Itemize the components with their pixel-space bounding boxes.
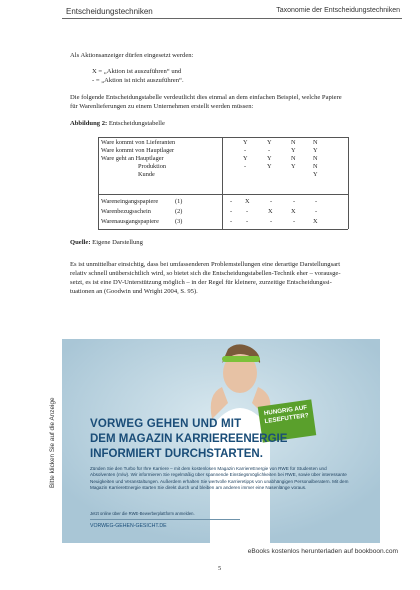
page-number: 5 <box>218 565 222 572</box>
source-line <box>70 239 143 247</box>
page-header <box>0 0 420 26</box>
condition-cell: Y <box>313 171 318 178</box>
action-cell: X <box>291 208 296 215</box>
action-label <box>101 198 183 205</box>
closing-paragraph-line: tuationen an (Goodwin und Wright 2004, S. 95). <box>70 288 198 295</box>
table-border-top <box>98 137 348 138</box>
closing-paragraph-line: Es ist unmittelbar einsichtig, dass bei umfassenderen Problemstellungen eine derartige Darstellungsart <box>70 261 341 268</box>
condition-cell: Y <box>313 147 318 154</box>
action-cell: X <box>313 218 318 225</box>
intro-line: Als Aktionsanzeiger dürfen eingesetzt werden: <box>70 52 194 59</box>
action-label <box>101 218 183 225</box>
condition-cell: - <box>268 147 271 154</box>
figure-label: Abbildung 2: <box>70 120 108 127</box>
action-cell: - <box>293 218 296 225</box>
table-column-divider <box>222 137 223 229</box>
action-number: (1) <box>175 198 183 205</box>
ad-link[interactable]: VORWEG-GEHEN-GESICHT.DE <box>90 523 167 529</box>
condition-cell: Y <box>267 163 272 170</box>
condition-cell: N <box>313 155 318 162</box>
action-cell: - <box>246 208 249 215</box>
footer-download-link[interactable]: eBooks kostenlos herunterladen auf bookboon.com <box>247 548 398 555</box>
condition-cell: Y <box>291 147 296 154</box>
action-cell: - <box>230 218 233 225</box>
condition-cell: Y <box>291 163 296 170</box>
source-text: Eigene Darstellung <box>92 239 143 246</box>
condition-cell: - <box>244 147 247 154</box>
table-section-divider <box>98 194 348 195</box>
condition-label: Produktion <box>138 163 166 170</box>
closing-paragraph-line: relativ schnell unübersichtlich wird, so bietet sich die Entscheidungstabellen-Technik eher – vorausge- <box>70 270 341 277</box>
condition-cell: N <box>313 139 318 146</box>
action-cell: - <box>270 198 273 205</box>
condition-label: Ware kommt von Lieferanten <box>101 139 176 146</box>
ad-divider <box>90 519 240 520</box>
condition-cell: N <box>291 139 296 146</box>
ad-headline: INFORMIERT DURCHSTARTEN. <box>90 448 263 460</box>
ad-signup-note: Jetzt online über die RWE-Bewerberplattform anmelden. <box>90 511 195 516</box>
table-border-bottom <box>98 229 348 230</box>
ad-badge: HUNGRIG AUF LESEFUTTER? <box>258 399 316 442</box>
ad-headline: DEM MAGAZIN KARRIEREENERGIE <box>90 433 288 445</box>
table-border-left <box>98 137 99 229</box>
action-cell: X <box>268 208 273 215</box>
closing-paragraph-line: setzt, es ist eine DV-Unterstützung möglich – in der Regel für kleinere, zurzeitige Entscheidungssi- <box>70 279 332 286</box>
action-name: Warenbezugsschein <box>101 208 151 215</box>
action-number: (3) <box>175 218 183 225</box>
intro-dash-definition: - = „Aktion ist nicht auszuführen“. <box>92 77 184 84</box>
action-cell: - <box>293 198 296 205</box>
intro-x-definition: X = „Aktion ist auszuführen“ und <box>92 68 182 75</box>
header-right-title: Taxonomie der Entscheidungstechniken <box>276 7 400 14</box>
action-cell: - <box>246 218 249 225</box>
action-cell: - <box>230 198 233 205</box>
figure-title: Entscheidungstabelle <box>108 120 165 127</box>
action-number: (2) <box>175 208 183 215</box>
header-divider <box>62 18 402 19</box>
ad-click-hint: Bitte klicken Sie auf die Anzeige <box>49 397 56 488</box>
action-name: Wareneingangspapiere <box>101 198 159 205</box>
condition-cell: N <box>313 163 318 170</box>
action-label <box>101 208 183 215</box>
condition-cell: Y <box>267 139 272 146</box>
figure-caption <box>70 120 165 128</box>
table-border-right <box>348 137 349 229</box>
action-cell: - <box>270 218 273 225</box>
intro-paragraph-line1: Die folgende Entscheidungstabelle verdeutlicht dies einmal an dem einfachen Beispiel, welche Papiere <box>70 94 342 101</box>
action-cell: - <box>315 198 318 205</box>
condition-label: Kunde <box>138 171 155 178</box>
action-cell: - <box>230 208 233 215</box>
header-left-title: Entscheidungstechniken <box>66 7 153 16</box>
condition-label: Ware geht an Hauptlager <box>101 155 164 162</box>
ad-body-text: Zünden Sie den Turbo für Ihre Karriere – mit dem kostenlosen Magazin KarriereEnergie von RWE für Studenten und Absolventen (m/w). Wir informieren Sie regelmäßig über spannende Einstiegsmöglichkeiten bei RWE, sowie über interessante Neuigkeiten und Veranstaltungen. Außerdem erhalten Sie wertvolle Karrieretipps von unabhängigen Personalberatern. Mit dem Magazin KarriereEnergie starten Sie direkt durch und bleiben am anderen immer eine Nasenlänge voraus. <box>90 466 349 491</box>
advertisement-banner[interactable] <box>62 339 380 543</box>
ad-headline: VORWEG GEHEN UND MIT <box>90 418 242 430</box>
condition-cell: Y <box>243 155 248 162</box>
headband-icon <box>222 356 260 362</box>
condition-label: Ware kommt von Hauptlager <box>101 147 175 154</box>
source-label: Quelle: <box>70 239 91 246</box>
condition-cell: Y <box>243 139 248 146</box>
action-name: Warenausgangspapiere <box>101 218 159 225</box>
condition-cell: Y <box>267 155 272 162</box>
action-cell: X <box>245 198 250 205</box>
action-cell: - <box>315 208 318 215</box>
condition-cell: N <box>291 155 296 162</box>
intro-paragraph-line2: für Warenlieferungen zu einem Unternehmen erstellt werden müssen: <box>70 103 254 110</box>
condition-cell: - <box>244 163 247 170</box>
